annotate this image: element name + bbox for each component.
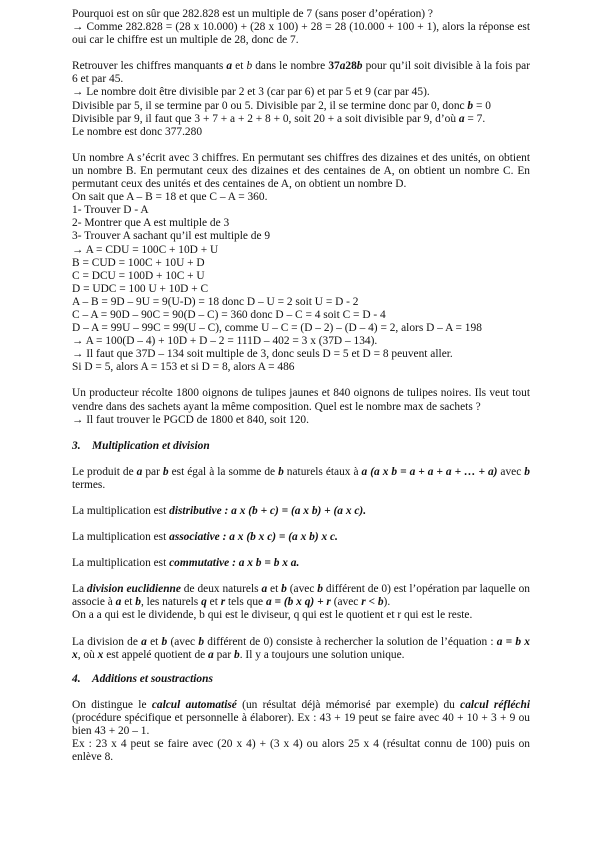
ex3-line: → A = 100(D – 4) + 10D + D – 2 = 111D – 402 = 3 x (37D – 134). xyxy=(72,335,378,348)
ex3-line: → Il faut que 37D – 134 soit multiple de 3, donc seuls D = 5 et D = 8 peuvent aller. xyxy=(72,348,453,361)
ex2-line-2: Divisible par 5, il se termine par 0 ou 5. Divisible par 2, il se termine donc par 0, donc b = 0 xyxy=(72,99,491,112)
ex3-line: C – A = 90D – 90C = 90(D – C) = 360 donc D – C = 4 soit C = D - 4 xyxy=(72,308,386,321)
euclidean-division-definition: La division euclidienne de deux naturels a et b (avec b différent de 0) est l’opération par laquelle on associe à a et b, les naturels q et r tels que a = (b x q) + r (avec r < b). xyxy=(72,583,530,609)
ex3-line: B = CUD = 100C + 10U + D xyxy=(72,256,205,269)
ex3-line: 2- Montrer que A est multiple de 3 xyxy=(72,217,230,230)
ex3-line: 1- Trouver D - A xyxy=(72,204,149,217)
ex3-line: D – A = 99U – 99C = 99(U – C), comme U – C = (D – 2) – (D – 4) = 2, alors D – A = 198 xyxy=(72,322,482,335)
associative-property: La multiplication est associative : a x (b x c) = (a x b) x c. xyxy=(72,531,338,544)
section-4-heading: 4. Additions et soustractions xyxy=(72,672,213,685)
ex3-line: D = UDC = 100 U + 10D + C xyxy=(72,282,209,295)
distributive-property: La multiplication est distributive : a x (b + c) = (a x b) + (a x c). xyxy=(72,505,367,517)
section-3-heading: 3. Multiplication et division xyxy=(72,439,210,452)
exact-division-definition: La division de a et b (avec b différent de 0) consiste à rechercher la solution de l’équation : a = b x x, où x est appelé quotient de a par b. Il y a toujours une solution unique. xyxy=(72,635,530,661)
ex3-line: → A = CDU = 100C + 10D + U xyxy=(72,243,219,256)
product-definition: Le produit de a par b est égal à la somme de b naturels étaux à a (a x b = a + a + a + … + a) avec b termes. xyxy=(72,465,530,491)
ex4-text: Un producteur récolte 1800 oignons de tulipes jaunes et 840 oignons de tulipes noires. Ils veut tout vendre dans des sachets ayant la même composition. Quel est le nombre max de sachets ? xyxy=(72,387,530,413)
ex3-line: On sait que A – B = 18 et que C – A = 360. xyxy=(72,191,268,204)
ex3-intro: Un nombre A s’écrit avec 3 chiffres. En permutant ses chiffres des dizaines et des unités, on obtient un nombre B. En permutant ceux des dizaines et des centaines de A, on obtient un nombre C. En permutant ceux des unités et des centaines de A, on obtient un nombre D. xyxy=(72,151,530,191)
ex3-line: 3- Trouver A sachant qu’il est multiple de 9 xyxy=(72,230,271,243)
ex1-answer: → Comme 282.828 = (28 x 10.000) + (28 x 100) + 28 = 28 (10.000 + 100 + 1), alors la réponse est oui car le chiffre est un multiple de 28, donc de 7. xyxy=(72,21,530,47)
ex2-line-1: → Le nombre doit être divisible par 2 et 3 (car par 6) et par 5 et 9 (car par 45). xyxy=(72,86,430,99)
division-terms: On a a qui est le dividende, b qui est le diviseur, q qui est le quotient et r qui est le reste. xyxy=(72,609,473,622)
commutative-property: La multiplication est commutative : a x b = b x a. xyxy=(72,557,300,570)
ex3-line: A – B = 9D – 9U = 9(U-D) = 18 donc D – U = 2 soit U = D - 2 xyxy=(72,295,359,308)
ex2-line-3: Divisible par 9, il faut que 3 + 7 + a + 2 + 8 + 0, soit 20 + a soit divisible par 9, d’où a = 7. xyxy=(72,112,486,125)
document-page xyxy=(72,8,530,764)
ex2-line-4: Le nombre est donc 377.280 xyxy=(72,125,203,138)
calculation-types: On distingue le calcul automatisé (un résultat déjà mémorisé par exemple) du calcul réfléchi (procédure spécifique et personnelle à élaborer). Ex : 43 + 19 peut se faire avec 40 + 10 + 3 + 9 ou bien 43 + 20 – 1. xyxy=(72,698,530,738)
ex1-question: Pourquoi est on sûr que 282.828 est un multiple de 7 (sans poser d’opération) ? xyxy=(72,8,433,20)
ex2-question: Retrouver les chiffres manquants a et b dans le nombre 37a28b pour qu’il soit divisible à la fois par 6 et par 45. xyxy=(72,60,530,86)
ex3-line: C = DCU = 100D + 10C + U xyxy=(72,269,205,282)
ex4-answer: → Il faut trouver le PGCD de 1800 et 840, soit 120. xyxy=(72,413,309,426)
ex3-line: Si D = 5, alors A = 153 et si D = 8, alors A = 486 xyxy=(72,361,295,374)
calculation-example: Ex : 23 x 4 peut se faire avec (20 x 4) + (3 x 4) ou alors 25 x 4 (résultat connu de 100) puis on enlève 8. xyxy=(72,738,530,764)
